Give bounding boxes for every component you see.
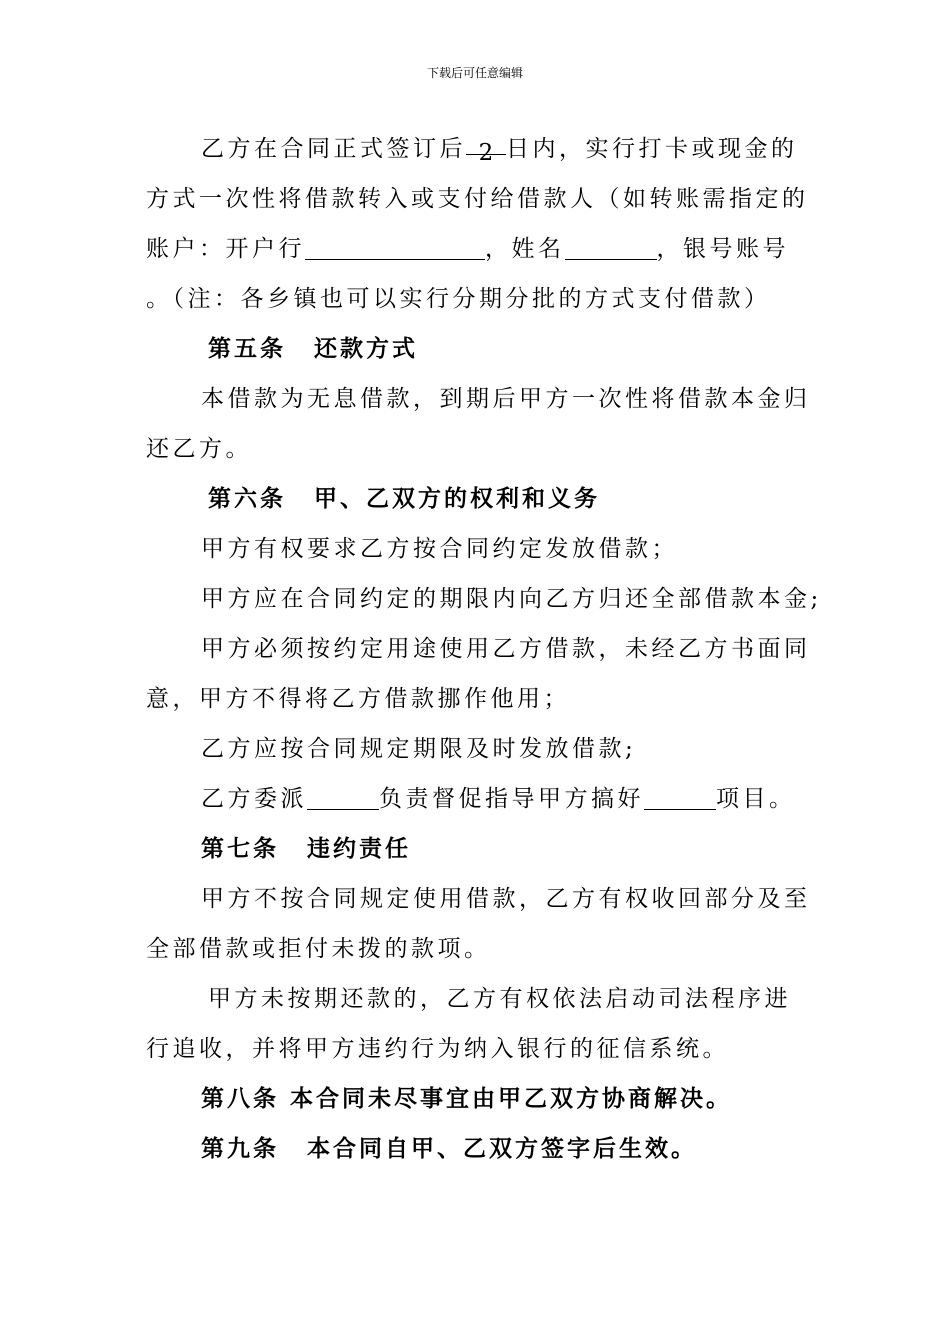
text: 账户：开户行 [146,236,305,262]
project-blank [644,783,716,810]
article-title: 本合同自甲、乙双方签字后生效。 [307,1136,697,1162]
text: 项目。 [716,786,796,812]
article-title: 甲、乙双方的权利和义务 [314,486,600,512]
article-title: 违约责任 [307,836,411,862]
article-title: 还款方式 [314,336,418,362]
paragraph-line: 行追收，并将甲方违约行为纳入银行的征信系统。 [146,1036,729,1062]
paragraph-line [146,224,806,274]
article-5-heading [146,324,806,374]
article-7-heading [146,824,806,874]
paragraph-line: 甲方必须按约定用途使用乙方借款，未经乙方书面同 [201,636,811,662]
paragraph-line: 全部借款或拒付未拨的款项。 [146,936,491,962]
text: 乙方委派 [201,786,307,812]
text: 日内，实行打卡或现金的 [506,136,798,162]
text: 乙方在合同正式签订后 [201,136,466,162]
text: ，银号账号 [656,236,789,262]
paragraph-line: 甲方未按期还款的，乙方有权依法启动司法程序进 [208,986,791,1012]
paragraph-line: 甲方有权要求乙方按合同约定发放借款； [201,536,678,562]
paragraph-line: 甲方应在合同约定的期限内向乙方归还全部借款本金; [201,586,822,612]
contract-body [146,124,822,1174]
article-6-heading [146,474,806,524]
article-number: 第六条 [208,486,286,512]
article-number: 第九条 [201,1136,279,1162]
paragraph-line: 本借款为无息借款，到期后甲方一次性将借款本金归 [201,386,811,412]
paragraph-line [146,774,806,824]
paragraph-line: 乙方应按合同规定期限及时发放借款; [201,736,637,762]
days-blank: 2 [466,128,506,155]
article-number: 第七条 [201,836,279,862]
paragraph-line: 意，甲方不得将乙方借款挪作他用； [146,686,570,712]
paragraph-line: 还乙方。 [146,436,252,462]
name-blank [565,233,657,260]
paragraph-line: 方式一次性将借款转入或支付给借款人（如转账需指定的 [146,186,809,212]
paragraph-line: 甲方不按合同规定使用借款，乙方有权收回部分及至 [201,886,811,912]
text: 负责督促指导甲方搞好 [379,786,644,812]
article-number: 第五条 [208,336,286,362]
article-9 [146,1124,806,1174]
paragraph-line: 。（注：各乡镇也可以实行分期分批的方式支付借款） [146,286,771,312]
article-8: 第八条 本合同未尽事宜由甲乙双方协商解决。 [201,1086,733,1112]
paragraph-line [146,124,806,174]
delegate-blank [307,783,379,810]
bank-blank [305,233,485,260]
page-header: 下载后可任意编辑 [426,66,523,80]
text: ，姓名 [485,236,565,262]
